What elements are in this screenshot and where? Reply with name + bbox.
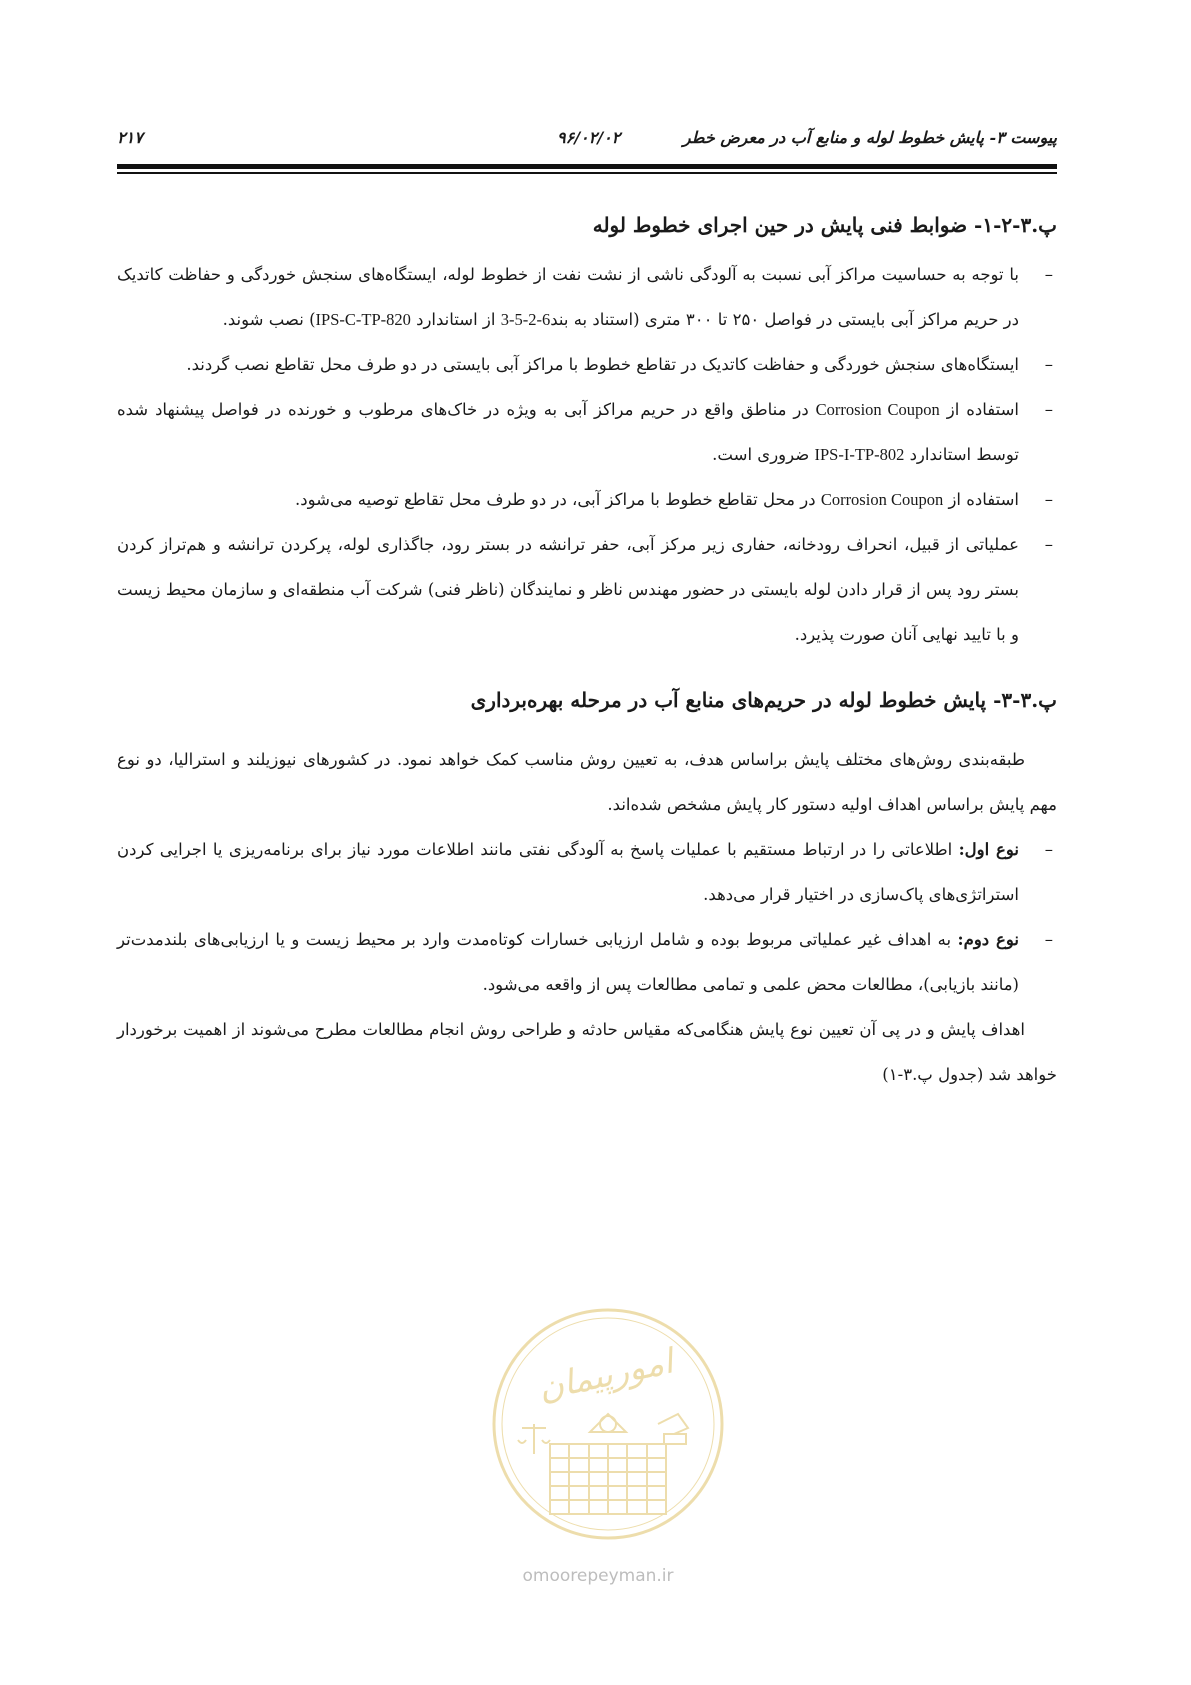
header-date: ۹۶/۰۲/۰۲ [557, 128, 621, 147]
item-text: استفاده از [943, 490, 1019, 509]
standard-code: IPS-I-TP-802 [814, 445, 905, 464]
page-number: ۲۱۷ [117, 128, 143, 147]
item-text: در مناطق واقع در حریم مراکز آبی به ویژه در خاک‌های مرطوب و خورنده در فواصل پیشنهاد شده توسط استاندارد [117, 400, 1019, 464]
item-text: با توجه به حساسیت مراکز آبی نسبت به آلودگی ناشی از نشت نفت از خطوط لوله، ایستگاه‌های سنجش خوردگی و حفاظت کاتدیک در حریم مراکز آبی بایستی در فواصل ۲۵۰ تا ۳۰۰ متری (استناد به بند [117, 265, 1019, 329]
section-heading-1: پ.۳-۲-۱- ضوابط فنی پایش در حین اجرای خطوط لوله [592, 213, 1057, 237]
item-text: ایستگاه‌های سنجش خوردگی و حفاظت کاتدیک در تقاطع خطوط با مراکز آبی بایستی در دو طرف محل تقاطع نصب گردند. [186, 355, 1019, 374]
item-text: در محل تقاطع خطوط با مراکز آبی، در دو طرف محل تقاطع توصیه می‌شود. [295, 490, 821, 509]
item-text: ) نصب شوند. [222, 310, 316, 329]
dash-bullet: – [1044, 355, 1053, 374]
list-item [117, 342, 1057, 387]
page-content [117, 208, 1057, 1097]
dash-bullet: – [1044, 400, 1053, 419]
watermark-url: omoorepeyman.ir [522, 1566, 674, 1586]
clause-code: 3-5-2-6 [500, 310, 551, 329]
list-item [117, 477, 1057, 522]
item-text: از استاندارد [410, 310, 501, 329]
list-item [117, 252, 1057, 342]
item-text: عملیاتی از قبیل، انحراف رودخانه، حفاری زیر مرکز آبی، حفر ترانشه در بستر رود، جاگذاری لوله، پرکردن ترانشه و هم‌تراز کردن بستر رود پس از قرار دادن لوله بایستی در حضور مهندس ناظر و نمایندگان (ناظر فنی) شرکت آب منطقه‌ای و سازمان محیط زیست و با تایید نهایی آنان صورت پذیرد. [117, 535, 1019, 644]
item-text: اطلاعاتی را در ارتباط مستقیم با عملیات پاسخ به آلودگی نفتی مانند اطلاعات مورد نیاز برای برنامه‌ریزی یا اجرایی کردن استراتژی‌های پاک‌سازی در اختیار قرار می‌دهد. [117, 840, 1019, 904]
bullet-list-1 [117, 252, 1057, 657]
building-grid-icon [550, 1414, 666, 1514]
item-text: ضروری است. [712, 445, 815, 464]
item-text: استفاده از [939, 400, 1019, 419]
bullet-list-2 [117, 827, 1057, 1007]
section-heading-2: پ.۳-۳- پایش خطوط لوله در حریم‌های منابع آب در مرحله بهره‌برداری [470, 688, 1057, 712]
page-header [117, 128, 1057, 160]
logo-text: امورپیمان [534, 1341, 677, 1409]
dash-bullet: – [1044, 265, 1053, 284]
list-item [117, 827, 1057, 917]
type-label: نوع دوم: [957, 930, 1019, 949]
watermark-logo [488, 1304, 728, 1544]
scales-icon [518, 1424, 550, 1454]
dash-bullet: – [1044, 840, 1053, 859]
closing-paragraph: اهداف پایش و در پی آن تعیین نوع پایش هنگامی‌که مقیاس حادثه و طراحی روش انجام مطالعات مطرح می‌شوند از اهمیت برخوردار خواهد شد (جدول پ.۳-۱) [117, 1020, 1057, 1084]
header-title: پیوست ۳- پایش خطوط لوله و منابع آب در معرض خطر [682, 128, 1057, 147]
header-rule-thin [117, 172, 1057, 174]
list-item [117, 522, 1057, 657]
type-label: نوع اول: [958, 840, 1019, 859]
intro-paragraph: طبقه‌بندی روش‌های مختلف پایش براساس هدف، به تعیین روش مناسب کمک خواهد نمود. در کشورهای نیوزیلند و استرالیا، دو نوع مهم پایش براساس اهداف اولیه دستور کار پایش مشخص شده‌اند. [117, 750, 1057, 814]
excavator-icon [658, 1414, 688, 1444]
dash-bullet: – [1044, 535, 1053, 554]
list-item [117, 917, 1057, 1007]
english-term: Corrosion Coupon [820, 490, 944, 509]
header-rule-thick [117, 164, 1057, 169]
list-item [117, 387, 1057, 477]
dash-bullet: – [1044, 930, 1053, 949]
dash-bullet: – [1044, 490, 1053, 509]
standard-code: IPS-C-TP-820 [315, 310, 411, 329]
english-term: Corrosion Coupon [815, 400, 940, 419]
item-text: به اهداف غیر عملیاتی مربوط بوده و شامل ارزیابی خسارات کوتاه‌مدت وارد بر محیط زیست و یا ارزیابی‌های بلندمدت‌تر (مانند بازیابی)، مطالعات محض علمی و تمامی مطالعات پس از واقعه می‌شود. [117, 930, 1019, 994]
